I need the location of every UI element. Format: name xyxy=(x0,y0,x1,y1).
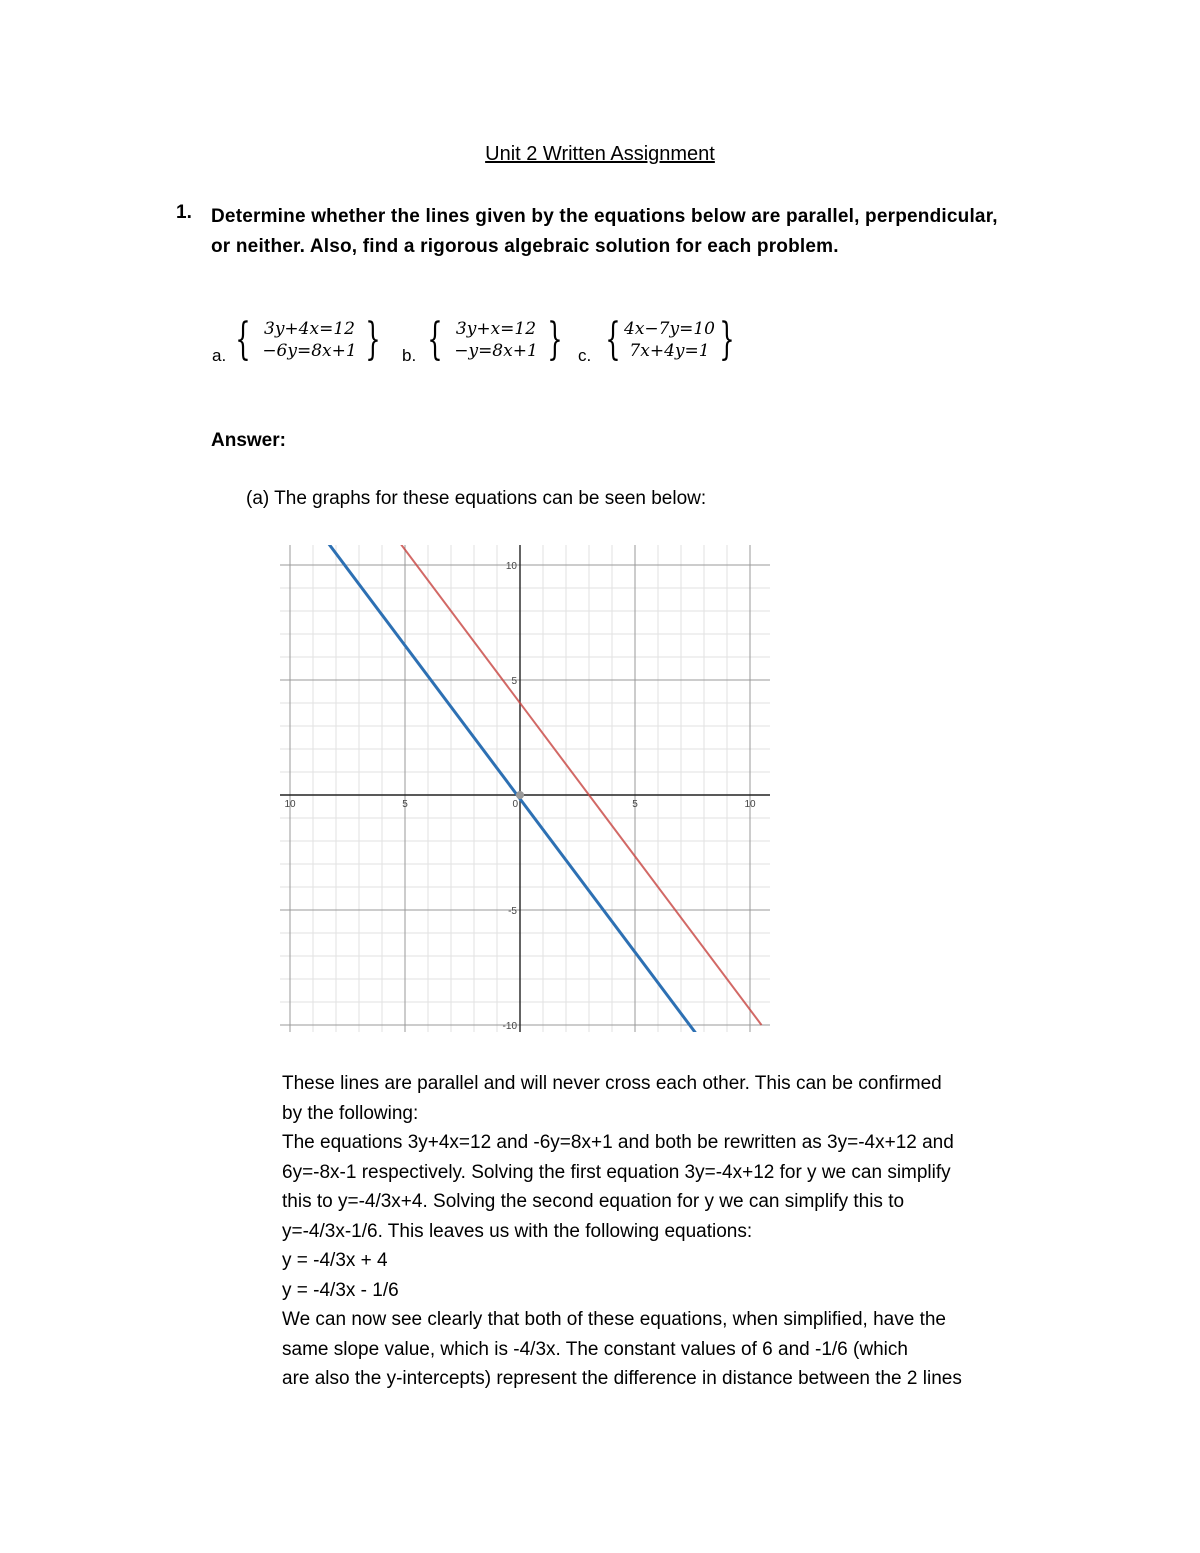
line-graph xyxy=(280,545,770,1032)
x-tick-label: 5 xyxy=(632,799,638,810)
equation-system-c xyxy=(578,314,738,366)
system-label: c. xyxy=(578,346,592,365)
explanation xyxy=(282,1069,1082,1394)
right-brace: } xyxy=(365,314,381,365)
series-line xyxy=(280,545,762,1025)
system-equations xyxy=(618,318,721,362)
equation-1: 3y+x=12 xyxy=(455,319,537,339)
origin-point xyxy=(516,791,524,799)
system-label: a. xyxy=(212,346,227,365)
explanation-line: These lines are parallel and will never cross each other. This can be confirmed xyxy=(282,1073,942,1094)
grid-major xyxy=(280,545,770,1032)
page-title: Unit 2 Written Assignment xyxy=(485,143,715,165)
y-tick-label: -10 xyxy=(502,1021,517,1032)
explanation-line: y = -4/3x + 4 xyxy=(282,1250,388,1271)
axes xyxy=(280,545,770,1032)
explanation-line: 6y=-8x-1 respectively. Solving the first equation 3y=-4x+12 for y we can simplify xyxy=(282,1161,951,1183)
question-number: 1. xyxy=(176,202,192,223)
grid-minor xyxy=(280,545,770,1032)
right-brace: } xyxy=(719,314,735,365)
explanation-line: We can now see clearly that both of these equations, when simplified, have the xyxy=(282,1309,946,1330)
system-equations xyxy=(252,318,367,362)
left-brace: { xyxy=(605,314,621,365)
series-line xyxy=(280,545,762,1032)
left-brace: { xyxy=(427,314,443,365)
x-tick-label: 5 xyxy=(402,799,408,810)
system-equations xyxy=(442,318,550,362)
system-label: b. xyxy=(402,346,417,365)
question-text: Determine whether the lines given by the equations below are parallel, perpendicular, or neither. Also, find a rigorous algebraic solution for each problem. xyxy=(211,206,998,257)
x-tick-label: 10 xyxy=(744,799,756,810)
y-tick-label: -5 xyxy=(508,906,517,917)
equation-system-b xyxy=(402,314,563,366)
series-lines xyxy=(280,545,762,1032)
explanation-line: The equations 3y+4x=12 and -6y=8x+1 and both be rewritten as 3y=-4x+12 and xyxy=(282,1132,954,1153)
equation-1: 4x−7y=10 xyxy=(624,319,715,339)
answer-label: Answer: xyxy=(211,430,286,451)
part-a-intro: (a) The graphs for these equations can be seen below: xyxy=(246,488,707,509)
explanation-line: are also the y-intercepts) represent the difference in distance between the 2 lines xyxy=(282,1368,962,1389)
x-tick-label: 0 xyxy=(512,799,518,810)
equation-system-a xyxy=(212,314,382,366)
left-brace: { xyxy=(235,314,251,365)
explanation-line: y=-4/3x-1/6. This leaves us with the following equations: xyxy=(282,1220,753,1242)
explanation-line: same slope value, which is -4/3x. The constant values of 6 and -1/6 (which xyxy=(282,1338,908,1360)
explanation-line: this to y=-4/3x+4. Solving the second equation for y we can simplify this to xyxy=(282,1191,905,1212)
y-tick-label: 10 xyxy=(505,561,517,572)
right-brace: } xyxy=(547,314,563,365)
y-tick-label: 5 xyxy=(511,676,517,687)
x-tick-label: 10 xyxy=(284,799,296,810)
equation-1: 3y+4x=12 xyxy=(264,319,355,339)
explanation-line: y = -4/3x - 1/6 xyxy=(282,1279,399,1301)
equation-2: 7x+4y=1 xyxy=(629,341,710,361)
equation-2: −y=8x+1 xyxy=(454,341,538,361)
explanation-line: by the following: xyxy=(282,1102,419,1124)
equation-2: −6y=8x+1 xyxy=(262,341,357,361)
